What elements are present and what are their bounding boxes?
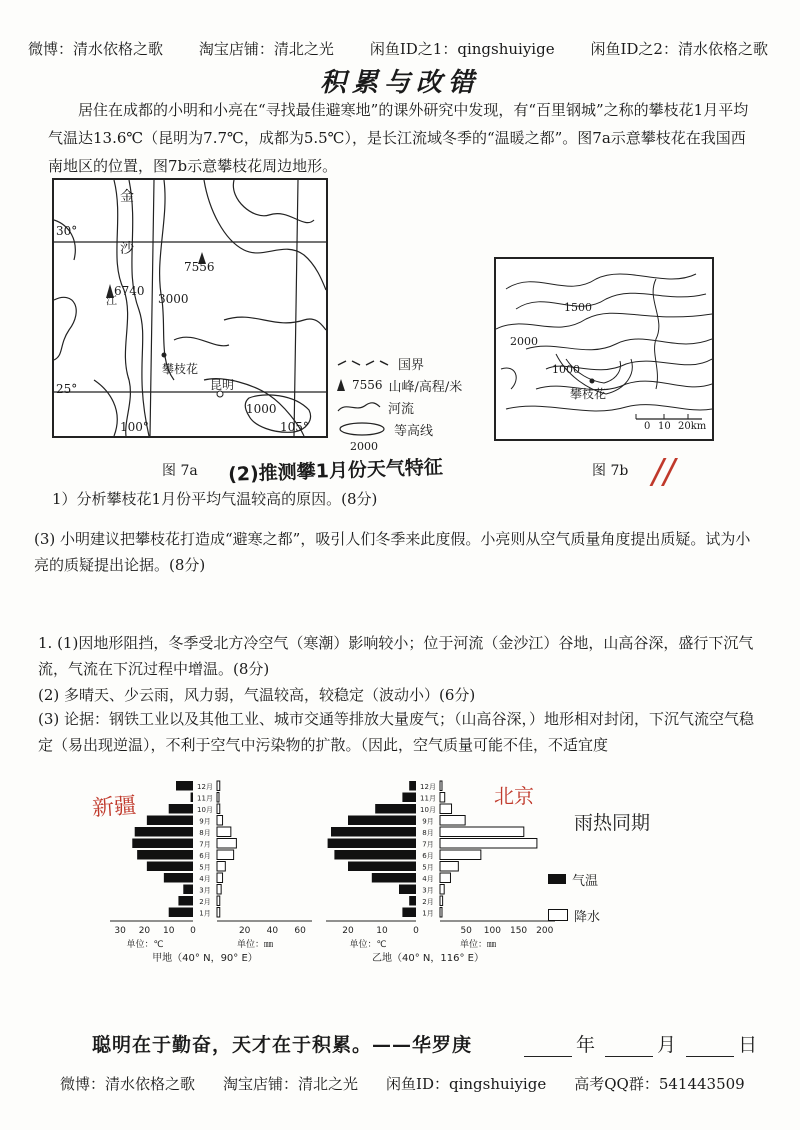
month-label: 5月 <box>199 863 211 872</box>
river-symbol-icon <box>336 399 382 415</box>
precip-bar <box>217 862 225 872</box>
month-label: 12月 <box>420 783 436 791</box>
legend-temp <box>548 868 600 890</box>
chart-title: 乙地（40° N，116° E） <box>372 953 484 964</box>
month-label: 3月 <box>199 886 211 895</box>
month-blank[interactable] <box>605 1040 653 1057</box>
answer-2: (2) 多晴天、少云雨，风力弱，气温较高，较稳定（波动小）(6分) <box>38 686 476 704</box>
border-symbol-icon <box>336 357 392 369</box>
map7b-c2000: 2000 <box>510 335 538 348</box>
legend-border-label: 国界 <box>398 357 425 373</box>
x-tick-label: 40 <box>266 926 279 936</box>
precip-bar <box>440 781 442 791</box>
map7a-label-jiang: 江 <box>106 294 117 307</box>
temp-bar <box>147 816 193 826</box>
legend-precip-label: 降水 <box>574 909 601 925</box>
temp-bar <box>135 827 193 837</box>
legend-peak-label: 山峰/高程/米 <box>388 379 463 395</box>
precip-bar <box>217 908 220 918</box>
month-label: 8月 <box>422 829 434 837</box>
precip-bar <box>440 850 481 860</box>
map7b-scale-0: 0 <box>644 421 651 432</box>
map7a-lon100: 100° <box>120 420 149 434</box>
header-taobao: 淘宝店铺：清北之光 <box>198 40 334 58</box>
map7a-kunming: 昆明 <box>210 378 235 392</box>
chart-legend <box>548 868 600 926</box>
x-tick-label: 0 <box>190 926 196 936</box>
month-label: 7月 <box>199 840 211 849</box>
map-7a-legend <box>336 352 486 453</box>
precip-bar <box>440 885 444 895</box>
precip-bar <box>217 873 223 883</box>
legend-temp-label: 气温 <box>572 873 599 889</box>
map-7b <box>494 257 714 441</box>
red-check-mark: // <box>652 452 675 492</box>
footer-xianyu: 闲鱼ID：qingshuiyige <box>386 1075 547 1093</box>
map7b-city: 攀枝花 <box>570 387 607 401</box>
map-7b-drawing <box>496 259 712 439</box>
legend-peak-value: 7556 <box>352 378 383 392</box>
x-tick-label: 200 <box>536 926 554 936</box>
precip-bar <box>217 839 236 849</box>
precip-bar <box>217 804 220 814</box>
temp-bar <box>334 850 416 860</box>
temp-bar <box>164 873 193 883</box>
footer-bar <box>60 1073 760 1094</box>
caption-7b: 图 7b <box>592 463 629 479</box>
peak-triangle-icon <box>336 378 346 392</box>
chart-title: 甲地（40° N，90° E） <box>152 953 258 964</box>
precip-bar <box>217 827 231 837</box>
x-tick-label: 100 <box>483 926 501 936</box>
map7a-label-jin: 金 <box>120 189 134 205</box>
month-label: 6月 <box>422 852 434 860</box>
footer-qq: 高考QQ群：541443509 <box>574 1075 745 1093</box>
map7a-panzhihua: 攀枝花 <box>162 362 199 376</box>
temp-bar <box>399 885 416 895</box>
header-weibo: 微博：清水依格之歌 <box>28 40 164 58</box>
temp-bar <box>132 839 193 849</box>
month-label: 12月 <box>197 783 213 791</box>
month-label: 5月 <box>422 863 434 872</box>
month-label: 10月 <box>420 806 436 814</box>
map7b-scale-10: 10 <box>658 421 671 432</box>
map7a-lon105: 105° <box>280 420 309 434</box>
precip-bar <box>217 850 234 860</box>
precip-bar <box>440 816 465 826</box>
legend-contour-label: 等高线 <box>394 423 434 439</box>
precip-swatch-icon <box>548 909 568 921</box>
precip-bar <box>440 793 445 803</box>
map-7a-drawing <box>54 180 326 436</box>
handwritten-beijing: 北京 <box>494 784 534 808</box>
precip-bar <box>217 793 219 803</box>
legend-river-label: 河流 <box>388 401 415 417</box>
precip-bar <box>217 885 221 895</box>
temp-bar <box>147 862 193 872</box>
month-label: 9月 <box>422 817 434 826</box>
handwritten-yuri: 雨热同期 <box>574 812 651 834</box>
month-label: 2月 <box>199 898 211 906</box>
map7b-c1500: 1500 <box>564 301 592 314</box>
x-tick-label: 10 <box>162 926 175 936</box>
x-tick-label: 20 <box>342 926 354 936</box>
handwritten-xinjiang: 新疆 <box>91 793 137 822</box>
precip-bar <box>217 816 223 826</box>
x-tick-label: 50 <box>460 926 472 936</box>
temp-bar <box>169 908 193 918</box>
temp-bar <box>402 908 416 918</box>
map7a-contour3000: 3000 <box>158 292 189 306</box>
precip-bar <box>440 827 524 837</box>
month-label: 11月 <box>197 794 213 803</box>
page-title: 积累与改错 <box>319 68 480 98</box>
map7a-label-sha: 沙 <box>120 241 134 257</box>
day-blank[interactable] <box>686 1040 734 1057</box>
footer-taobao: 淘宝店铺：清北之光 <box>223 1075 359 1093</box>
temp-bar <box>328 839 416 849</box>
month-label: 4月 <box>199 875 211 883</box>
precip-bar <box>440 839 537 849</box>
month-label: 10月 <box>197 806 213 814</box>
contour-symbol-icon <box>336 420 388 438</box>
map7b-c1000: 1000 <box>552 363 580 376</box>
x-tick-label: 30 <box>114 926 126 936</box>
temp-swatch-icon <box>548 874 566 884</box>
temp-bar <box>183 885 193 895</box>
footer-date <box>520 1030 757 1057</box>
map7b-scale-20: 20km <box>678 421 707 432</box>
temp-bar <box>375 804 416 814</box>
month-label: 月 <box>657 1034 677 1056</box>
year-blank[interactable] <box>524 1040 572 1057</box>
legend-contour-value: 2000 <box>350 440 378 453</box>
temp-bar <box>176 781 193 791</box>
map7a-lat30: 30° <box>56 224 78 238</box>
month-label: 1月 <box>199 909 211 918</box>
footer-weibo: 微博：清水依格之歌 <box>60 1075 196 1093</box>
precip-bar <box>440 804 452 814</box>
x-tick-label: 20 <box>238 926 251 936</box>
map7a-peak2: 6740 <box>114 284 145 298</box>
legend-peak <box>336 374 486 396</box>
month-label: 11月 <box>420 794 436 803</box>
temp-bar <box>331 827 416 837</box>
day-label: 日 <box>738 1034 758 1056</box>
precip-bar <box>217 896 220 906</box>
legend-contour <box>336 418 486 440</box>
unit-right-label: 单位：㎜ <box>459 940 497 950</box>
x-tick-label: 10 <box>376 926 388 936</box>
month-label: 9月 <box>199 817 211 826</box>
intro-paragraph: 居住在成都的小明和小亮在“寻找最佳避寒地”的课外研究中发现，有“百里钢城”之称的攀枝花1月平均气温达13.6℃（昆明为7.7℃，成都为5.5℃），是长江流域冬季的“温暖之都”。图7a示意攀枝花在我国西南地区的位置，图7b示意攀枝花周边地形。 <box>48 101 749 175</box>
header-xianyu2: 闲鱼ID之2：清水依格之歌 <box>590 40 768 58</box>
map7a-lat25: 25° <box>56 382 78 396</box>
precip-bar <box>440 862 458 872</box>
climate-charts <box>110 775 710 975</box>
month-label: 6月 <box>199 852 211 860</box>
precip-bar <box>217 781 220 791</box>
temp-bar <box>169 804 193 814</box>
month-label: 2月 <box>422 898 434 906</box>
answer-1: 1. (1)因地形阻挡，冬季受北方冷空气（寒潮）影响较小；位于河流（金沙江）谷地，山高谷深，盛行下沉气流，气流在下沉过程中增温。(8分) <box>38 634 754 678</box>
temp-bar <box>348 862 416 872</box>
temp-bar <box>372 873 416 883</box>
year-label: 年 <box>576 1034 596 1056</box>
x-tick-label: 0 <box>413 926 419 936</box>
legend-border <box>336 352 486 374</box>
month-label: 1月 <box>422 909 434 918</box>
precip-bar <box>440 873 450 883</box>
temp-bar <box>137 850 193 860</box>
x-tick-label: 20 <box>138 926 151 936</box>
header-bar <box>28 38 768 59</box>
question-3: (3) 小明建议把攀枝花打造成“避寒之都”，吸引人们冬季来此度假。小亮则从空气质量角度提出质疑。试为小亮的质疑提出论据。(8分) <box>34 530 751 574</box>
month-label: 4月 <box>422 875 434 883</box>
x-tick-label: 150 <box>509 926 528 936</box>
month-label: 3月 <box>422 886 434 895</box>
precip-bar <box>440 908 442 918</box>
unit-left-label: 单位：℃ <box>349 940 387 950</box>
temp-bar <box>191 793 193 803</box>
month-label: 8月 <box>199 829 211 837</box>
map-7a <box>52 178 328 438</box>
temp-bar <box>178 896 193 906</box>
legend-river <box>336 396 486 418</box>
footer-quote: 聪明在于勤奋，天才在于积累。——华罗庚 <box>92 1034 473 1056</box>
precip-bar <box>440 896 443 906</box>
temp-bar <box>348 816 416 826</box>
answer-3: (3) 论据：钢铁工业以及其他工业、城市交通等排放大量废气；（山高谷深，）地形相对封闭，下沉气流空气稳定（易出现逆温），不利于空气中污染物的扩散。（因此，空气质量可能不佳，不适宜度 <box>38 710 755 754</box>
map7a-peak1: 7556 <box>184 260 215 274</box>
question-1: 1）分析攀枝花1月份平均气温较高的原因。(8分) <box>52 490 378 508</box>
x-tick-label: 60 <box>294 926 306 936</box>
unit-right-label: 单位：㎜ <box>236 940 274 950</box>
temp-bar <box>409 781 416 791</box>
legend-precip <box>548 904 600 926</box>
map7a-contour1000: 1000 <box>246 402 277 416</box>
header-xianyu1: 闲鱼ID之1：qingshuiyige <box>369 40 555 58</box>
handwritten-q2: (2)推测攀1月份天气特征 <box>227 456 444 486</box>
caption-7a: 图 7a <box>162 463 198 479</box>
month-label: 7月 <box>422 840 434 849</box>
temp-bar <box>409 896 416 906</box>
temp-bar <box>402 793 416 803</box>
unit-left-label: 单位：℃ <box>126 940 164 950</box>
